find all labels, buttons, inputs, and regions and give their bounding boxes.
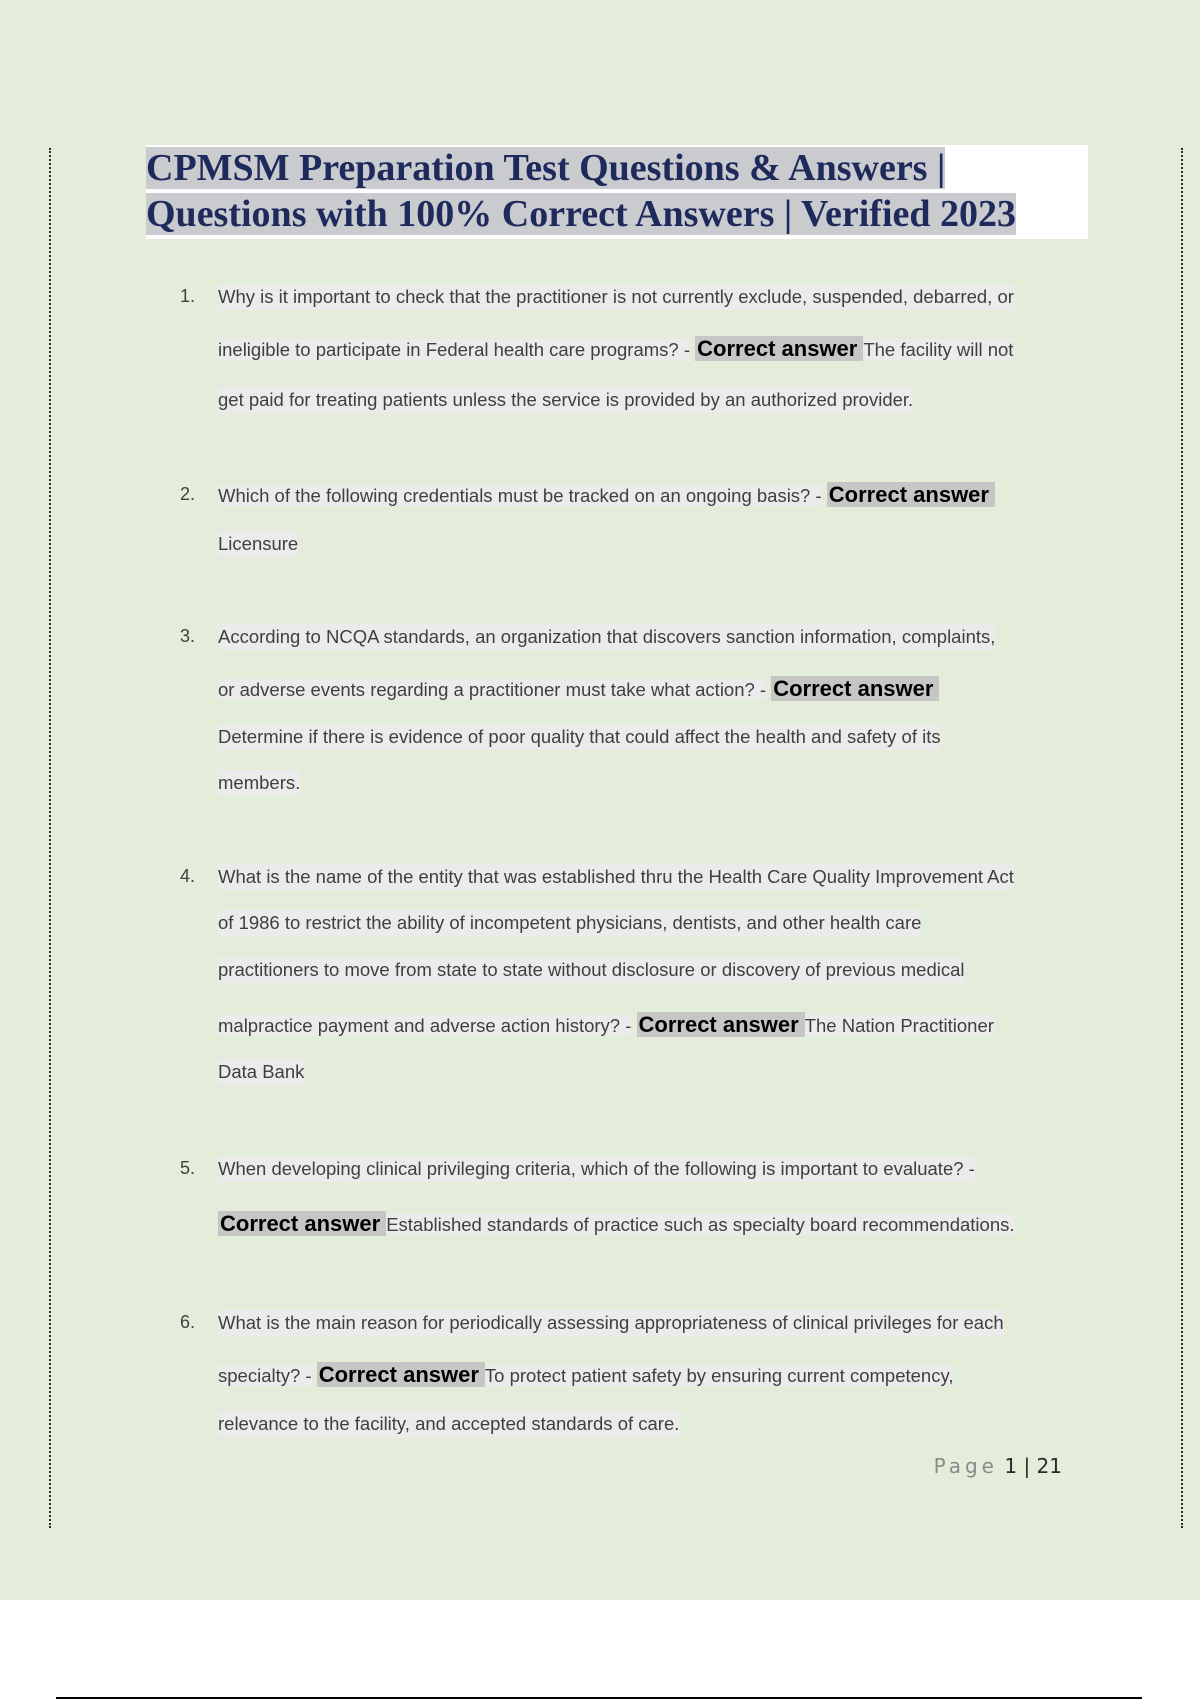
answer-text: Established standards of practice such as specialty board recommendations.: [386, 1214, 1015, 1235]
answer-text: members.: [218, 770, 300, 796]
question-number: 4.: [180, 866, 196, 886]
next-page-top-rule: [56, 1697, 1142, 1699]
question-text: Why is it important to check that the practitioner is not currently exclude, suspended, debarred, or: [218, 284, 1014, 310]
question-text: What is the name of the entity that was established thru the Health Care Quality Improvement Act: [218, 864, 1014, 890]
page-word: Page: [933, 1454, 998, 1478]
question-text: [218, 336, 1013, 363]
question-text-part: ineligible to participate in Federal health care programs? -: [218, 339, 691, 360]
question-text-part: specialty? -: [218, 1365, 312, 1386]
question-text-part: Which of the following credentials must be tracked on an ongoing basis? -: [218, 485, 822, 506]
answer-text: Data Bank: [218, 1059, 304, 1085]
answer-text: get paid for treating patients unless the service is provided by an authorized provider.: [218, 387, 913, 413]
question-text-part: malpractice payment and adverse action history? -: [218, 1015, 632, 1036]
question-number: 2.: [180, 484, 196, 504]
answer-text: To protect patient safety by ensuring current competency,: [484, 1365, 954, 1386]
question-number: 6.: [180, 1312, 196, 1332]
page-number: 1: [1004, 1454, 1018, 1478]
correct-answer-label: Correct answer: [695, 336, 863, 361]
answer-text: relevance to the facility, and accepted standards of care.: [218, 1411, 679, 1437]
question-text: [218, 676, 939, 703]
question-text: According to NCQA standards, an organization that discovers sanction information, complaints,: [218, 624, 995, 650]
question-number: 5.: [180, 1158, 196, 1178]
question-text: [218, 482, 995, 509]
answer-text: Determine if there is evidence of poor quality that could affect the health and safety of its: [218, 724, 941, 750]
correct-answer-label: Correct answer: [827, 482, 995, 507]
total-pages: 21: [1036, 1454, 1062, 1478]
answer-text: Licensure: [218, 531, 298, 557]
question-text: practitioners to move from state to state without disclosure or discovery of previous medical: [218, 957, 965, 983]
question-text-part: or adverse events regarding a practitioner must take what action? -: [218, 679, 767, 700]
document-title: [146, 145, 1088, 237]
question-text: [218, 1211, 1015, 1238]
page-footer: [934, 1454, 1062, 1478]
question-text: [218, 1362, 953, 1389]
correct-answer-label: Correct answer: [637, 1012, 805, 1037]
title-line-1: CPMSM Preparation Test Questions & Answers |: [146, 147, 946, 189]
question-text: of 1986 to restrict the ability of incompetent physicians, dentists, and other health care: [218, 910, 921, 936]
question-text: What is the main reason for periodically assessing appropriateness of clinical privileges for each: [218, 1310, 1004, 1336]
correct-answer-label: Correct answer: [317, 1362, 485, 1387]
correct-answer-label: Correct answer: [771, 676, 939, 701]
page-border-left: [49, 148, 51, 1528]
question-number: 1.: [180, 286, 196, 306]
answer-text: The facility will not: [863, 339, 1014, 360]
answer-text: The Nation Practitioner: [804, 1015, 994, 1036]
page-separator: |: [1023, 1454, 1031, 1478]
question-text: [218, 1012, 994, 1039]
page-border-right: [1181, 148, 1183, 1528]
question-number: 3.: [180, 626, 196, 646]
question-text: When developing clinical privileging criteria, which of the following is important to evaluate? -: [218, 1156, 975, 1182]
correct-answer-label: Correct answer: [218, 1211, 386, 1236]
title-line-2: Questions with 100% Correct Answers | Verified 2023: [146, 193, 1017, 235]
